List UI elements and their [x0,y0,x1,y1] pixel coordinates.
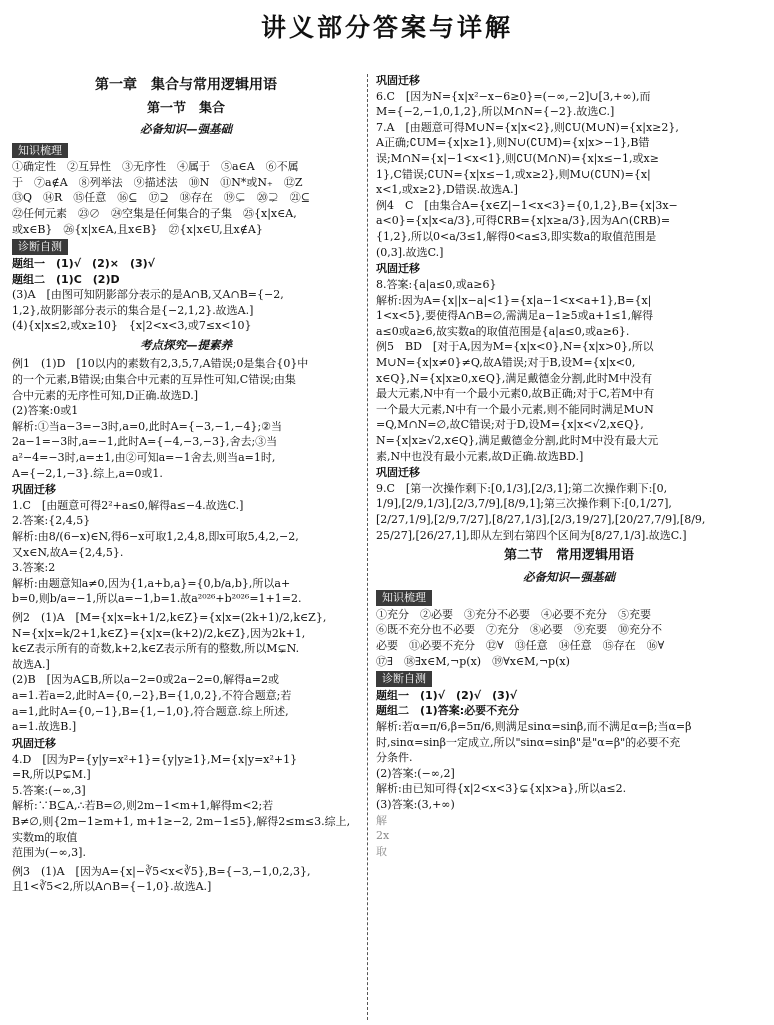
diag-line: (2)答案:(−∞,2] [376,766,455,780]
right-block-2 [376,277,762,464]
diag-line: 取 [376,844,387,858]
example-line: (2)B [因为A⊆B,所以a−2=0或2a−2=0,解得a=2或 [12,673,279,687]
diag-line: (3)答案:(3,+∞) [376,797,455,811]
diag-line: 解 [376,813,387,827]
example-line: 2a−1=−3时,a=−1,此时A={−4,−3,−3},舍去;③当 [12,435,278,449]
answer-line: 最大元素,N中有一个最小元素0,故B正确;对于C,若M中有 [376,387,655,401]
diag-line: 题组一 (1)√ (2)√ (3)√ [376,688,518,702]
knowledge-line: ⑥既不充分也不必要 ⑦充分 ⑧必要 ⑨充要 ⑩充分不 [376,623,662,637]
right-block-3 [376,481,762,543]
example-line: k∈Z表示所有的奇数,k+2,k∈Z表示所有的整数,所以M⊊N. [12,642,300,656]
diagnosis-list-2 [376,688,762,860]
example-line: a=1,此时A={0,−1},B={1,−1,0},符合题意.综上所述, [12,704,289,718]
diag-line: 题组二 (1)答案:必要不充分 [376,704,520,718]
answer-line: (0,3].故选C.] [376,245,444,259]
answer-line: 9.C [第一次操作剩下:[0,1/3],[2/3,1];第二次操作剩下:[0, [376,481,668,495]
consolidate-1 [12,498,360,607]
example-line: A={−2,1,−3}.综上,a=0或1. [12,466,163,480]
answer-line: 例5 BD [对于A,因为M={x|x<0},N={x|x>0},所以 [376,340,654,354]
answer-line: 解析:因为A={x||x−a|<1}={x|a−1<x<a+1},B={x| [376,293,652,307]
example-line: 故选A.] [12,657,50,671]
diagnosis-banner: 诊断自测 [376,671,432,687]
example-line: (2)答案:0或1 [12,404,79,418]
answer-line: B≠∅,则{2m−1≥m+1, m+1≥−2, 2m−1≤5},解得2≤m≤3.综上,实数m的取值 [12,814,351,844]
answer-line: 25/27],[26/27,1],即从左到右第四个区间为[8/27,1/3].故选C.] [376,528,687,542]
consolidate-heading: 巩固迁移 [376,466,420,480]
must-know-heading: 必备知识—强基础 [523,569,615,584]
answer-line: [2/27,1/9],[2/9,7/27],[8/27,1/3],[2/3,19/27],[20/27,7/9],[8/9, [376,513,706,527]
answer-line: 8.答案:{a|a≤0,或a≥6} [376,277,497,291]
answer-line: b=0,则b/a=−1,所以a=−1,b=1.故a²⁰²⁶+b²⁰²⁶=1+1=2. [12,592,302,606]
knowledge-line: 必要 ⑪必要不充分 ⑫∀ ⑬任意 ⑭任意 ⑮存在 ⑯∀ [376,638,665,652]
diag-line: 分条件. [376,751,413,765]
example-line: a=1.故选B.] [12,720,77,734]
answer-line: =R,所以P⊊M.] [12,768,91,782]
answer-line: 1/9],[2/9,1/3],[2/3,7/9],[8/9,1];第三次操作剩下:[0,1/27], [376,497,672,511]
answer-line: x<1,或x≥2},D错误.故选A.] [376,183,518,197]
example-2 [12,610,360,735]
answer-line: 范围为(−∞,3]. [12,846,86,860]
explore-heading: 考点探究—提素养 [140,337,232,352]
must-know-heading: 必备知识—强基础 [140,122,232,137]
answer-line: 7.A [由题意可得M∪N={x|x<2},则∁U(M∪N)={x|x≥2}, [376,120,679,134]
example-line: 解析:①当a−3=−3时,a=0,此时A={−3,−1,−4};②当 [12,419,283,433]
example-3-line: 例3 (1)A [因为A={x|−∛5<x<∛5},B={−3,−1,0,2,3}, [12,864,311,878]
diag-line: 解析:若α=π/6,β=5π/6,则满足sinα=sinβ,而不满足α=β;当α=β [376,719,692,733]
answer-line: 解析:由8/(6−x)∈N,得6−x可取1,2,4,8,即x可取5,4,2,−2, [12,530,299,543]
answer-line: 又x∈N,故A={2,4,5}. [12,545,124,559]
answer-line: 1<x<5},要使得A∩B=∅,需满足a−1≥5或a+1≤1,解得 [376,309,654,323]
answer-line: 解析:∵B⊆A,∴若B=∅,则2m−1<m+1,解得m<2;若 [12,799,274,813]
answer-line: M∪N={x|x≠0}≠Q,故A错误;对于B,设M={x|x<0, [376,355,636,369]
answer-line: a≤0或a≥6,故实数a的取值范围是{a|a≤0,或a≥6}. [376,324,630,338]
page-title: 讲义部分答案与详解 [260,13,513,42]
knowledge-line: ①充分 ②必要 ③充分不必要 ④必要不充分 ⑤充要 [376,607,651,621]
answer-line: 1},C错误;∁UN={x|x≤−1,或x≥2},则M∪(∁UN)={x| [376,167,651,181]
chapter-title: 第一章 集合与常用逻辑用语 [95,77,277,93]
example-line: 例1 (1)D [10以内的素数有2,3,5,7,A错误;0是集合{0}中 [12,357,309,371]
knowledge-line: ⑰∃ ⑱∃x∈M,¬p(x) ⑲∀x∈M,¬p(x) [376,654,570,668]
example-line: 例2 (1)A [M={x|x=k+1/2,k∈Z}={x|x=(2k+1)/2,k∈Z}, [12,611,327,625]
example-3-line: 且1<∛5<2,所以A∩B={−1,0}.故选A.] [12,880,212,894]
answer-line: 素,N中也没有最小元素,故D正确.故选BD.] [376,449,584,463]
consolidate-heading: 巩固迁移 [12,736,56,750]
knowledge-line: 于 ⑦a∉A ⑧列举法 ⑨描述法 ⑩N ⑪N*或N₊ ⑫Z [12,175,303,189]
answer-line: {1,2},所以0<a/3≤1,解得0<a≤3,即实数a的取值范围是 [376,230,657,244]
answer-line: 4.D [因为P={y|y=x²+1}={y|y≥1},M={x|y=x²+1} [12,752,298,766]
left-column [12,72,360,1022]
diag-line: 2x [376,829,390,843]
knowledge-list [12,159,360,237]
example-line: 的一个元素,B错误;由集合中元素的互异性可知,C错误;由集 [12,372,296,386]
example-line: a²−4=−3时,a=±1,由②可知a=−1舍去,则当a=1时, [12,450,276,464]
diagnosis-list [12,256,360,334]
answer-line: =Q,M∩N=∅,故C错误;对于D,设M={x|x<√2,x∈Q}, [376,418,644,432]
answer-line: 一个最大元素,N中有一个最小元素,则不能同时满足M∪N [376,402,654,416]
answer-line: 解析:由题意知a≠0,因为{1,a+b,a}={0,b/a,b},所以a+ [12,576,291,590]
diag-line: 1,2},故阴影部分表示的集合是{−2,1,2}.故选A.] [12,303,254,317]
knowledge-banner: 知识梳理 [12,143,68,159]
answer-line: a<0}={x|x<a/3},可得∁RB={x|x≥a/3},因为A∩(∁RB)= [376,214,671,228]
answer-line: 例4 C [由集合A={x∈Z|−1<x<3}={0,1,2},B={x|3x− [376,198,678,212]
knowledge-line: ⑬Q ⑭R ⑮任意 ⑯⊆ ⑰⊇ ⑱存在 ⑲⊊ ⑳⊋ ㉑⊆ [12,191,310,205]
answer-line: 3.答案:2 [12,561,56,575]
section-title-logic: 第二节 常用逻辑用语 [503,548,634,564]
right-block-1 [376,89,762,261]
example-line: 合中元素的无序性可知,D正确.故选D.] [12,388,199,402]
knowledge-list-2 [376,607,762,669]
answer-line: 5.答案:(−∞,3] [12,783,86,797]
answer-line: 2.答案:{2,4,5} [12,514,91,528]
diag-line: (4){x|x≤2,或x≥10} {x|2<x<3,或7≤x<10} [12,319,252,333]
answer-line: 1.C [由题意可得2²+a≤0,解得a≤−4.故选C.] [12,498,244,512]
knowledge-banner: 知识梳理 [376,590,432,606]
answer-line: M={−2,−1,0,1,2},所以M∩N={−2}.故选C.] [376,105,615,119]
diag-line: (3)A [由图可知阴影部分表示的是A∩B,又A∩B={−2, [12,288,284,302]
example-1 [12,356,360,481]
answer-line: 6.C [因为N={x|x²−x−6≥0}=(−∞,−2]∪[3,+∞),而 [376,89,651,103]
diag-line: 题组二 (1)C (2)D [12,272,120,286]
consolidate-heading: 巩固迁移 [12,483,56,497]
answer-line: A正确;∁UM={x|x≥1},则N∪(∁UM)={x|x>−1},B错 [376,136,650,150]
consolidate-heading: 巩固迁移 [376,262,420,276]
diag-line: 时,sinα=sinβ一定成立,所以"sinα=sinβ"是"α=β"的必要不充 [376,735,681,749]
knowledge-line: ㉒任何元素 ㉓∅ ㉔空集是任何集合的子集 ㉕{x|x∈A, [12,207,297,221]
column-divider [367,74,368,1020]
consolidate-heading: 巩固迁移 [376,74,420,87]
diagnosis-banner: 诊断自测 [12,239,68,255]
example-line: N={x|x=k/2+1,k∈Z}={x|x=(k+2)/2,k∈Z},因为2k+1, [12,626,306,640]
diag-line: 题组一 (1)√ (2)× (3)√ [12,256,156,270]
consolidate-2 [12,752,360,861]
section-title-sets: 第一节 集合 [146,100,225,116]
example-line: a=1.若a=2,此时A={0,−2},B={1,0,2},不符合题意;若 [12,689,292,703]
answer-line: N={x|x≥√2,x∈Q},满足戴德金分割,此时M中没有最大元 [376,434,659,448]
knowledge-line: ①确定性 ②互异性 ③无序性 ④属于 ⑤a∈A ⑥不属 [12,160,299,174]
right-column [376,72,762,1022]
answer-line: 误;M∩N={x|−1<x<1},则∁U(M∩N)={x|x≤−1,或x≥ [376,152,659,166]
diag-line: 解析:由已知可得{x|2<x<3}⊊{x|x>a},所以a≤2. [376,782,627,796]
knowledge-line: 或x∈B} ㉖{x|x∈A,且x∈B} ㉗{x|x∈U,且x∉A} [12,222,263,236]
answer-line: x∈Q},N={x|x≥0,x∈Q},满足戴德金分割,此时M中没有 [376,371,653,385]
